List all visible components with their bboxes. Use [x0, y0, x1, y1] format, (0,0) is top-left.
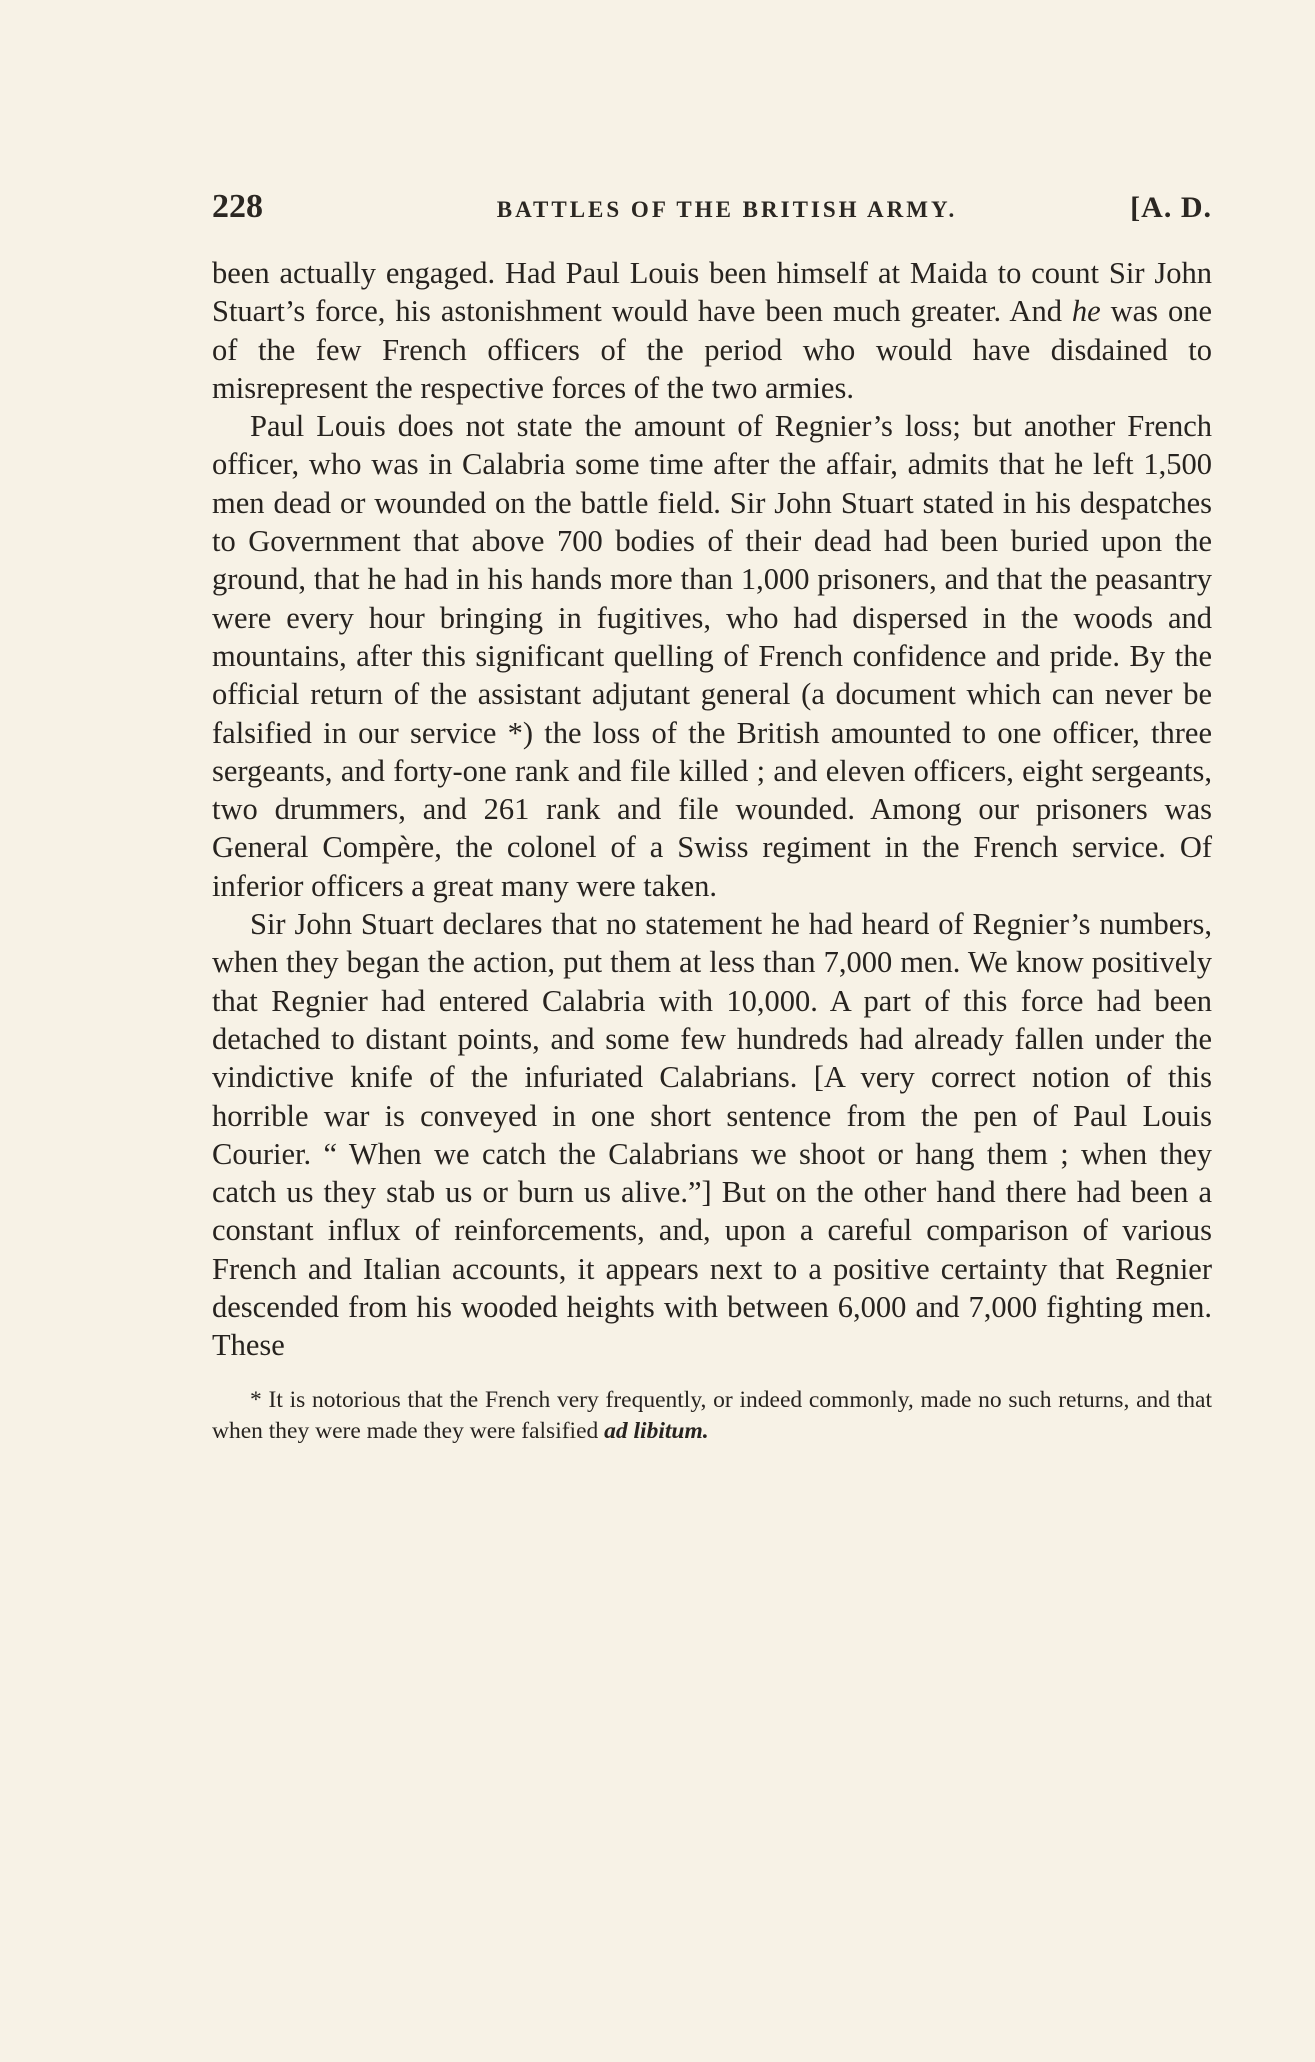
paragraph-losses: Paul Louis does not state the amount of Regnier’s loss; but another French officer, who was in Calabria some time after the affair, admits that he left 1,500 men dead or wounded on the battle field. Sir John Stuart stated in his despatches to Government that above 700 bodies of their dead had been buried upon the ground, that he had in his hands more than 1,000 prisoners, and that the peasantry were every hour bringing in fugitives, who had dispersed in the woods and mountains, after this significant quelling of French confidence and pride. By the official return of the assistant adjutant general (a document which can never be falsified in our service *) the loss of the British amounted to one officer, three sergeants, and forty-one rank and file killed ; and eleven officers, eight sergeants, two drummers, and 261 rank and file wounded. Among our prisoners was General Compère, the colonel of a Swiss regiment in the French service. Of inferior officers a great many were taken.	[212, 409, 1212, 903]
body-text	[212, 254, 1212, 1365]
running-head	[212, 188, 1212, 234]
date-marker: [A. D.	[1130, 191, 1212, 224]
paragraph-numbers: Sir John Stuart declares that no statement he had heard of Regnier’s numbers, when they began the action, put them at less than 7,000 men. We know positively that Regnier had entered Calabria with 10,000. A part of this force had been detached to distant points, and some few hundreds had already fallen under the vindictive knife of the infuriated Calabrians. [A very correct notion of this horrible war is conveyed in one short sentence from the pen of Paul Louis Courier. “ When we catch the Calabrians we shoot or hang them ; when they catch us they stab us or burn us alive.”] But on the other hand there had been a constant influx of reinforcements, and, upon a careful comparison of various French and Italian accounts, it appears next to a positive certainty that Regnier descended from his wooded heights with between 6,000 and 7,000 fighting men. These	[212, 907, 1212, 1363]
paragraph-text: been actually engaged. Had Paul Louis been himself at Maida to count Sir John Stuart’s force, his astonishment would have been much greater. And	[212, 256, 1212, 329]
paragraph-continuation	[212, 254, 1212, 407]
footnote-text: * It is notorious that the French very frequently, or indeed commonly, made no such returns, and that when they were made they were falsified	[212, 1386, 1212, 1444]
page-number: 228	[212, 188, 263, 225]
book-page	[212, 188, 1212, 1447]
paragraph-text: was one of the few French officers of the period who would have disdained to misrepresent the respective forces of the two armies.	[212, 294, 1212, 405]
emphasized-word: he	[1071, 294, 1101, 329]
footnote-emphasis: ad libitum.	[604, 1417, 709, 1444]
footnote	[212, 1385, 1212, 1447]
running-title: BATTLES OF THE BRITISH ARMY.	[496, 197, 958, 222]
